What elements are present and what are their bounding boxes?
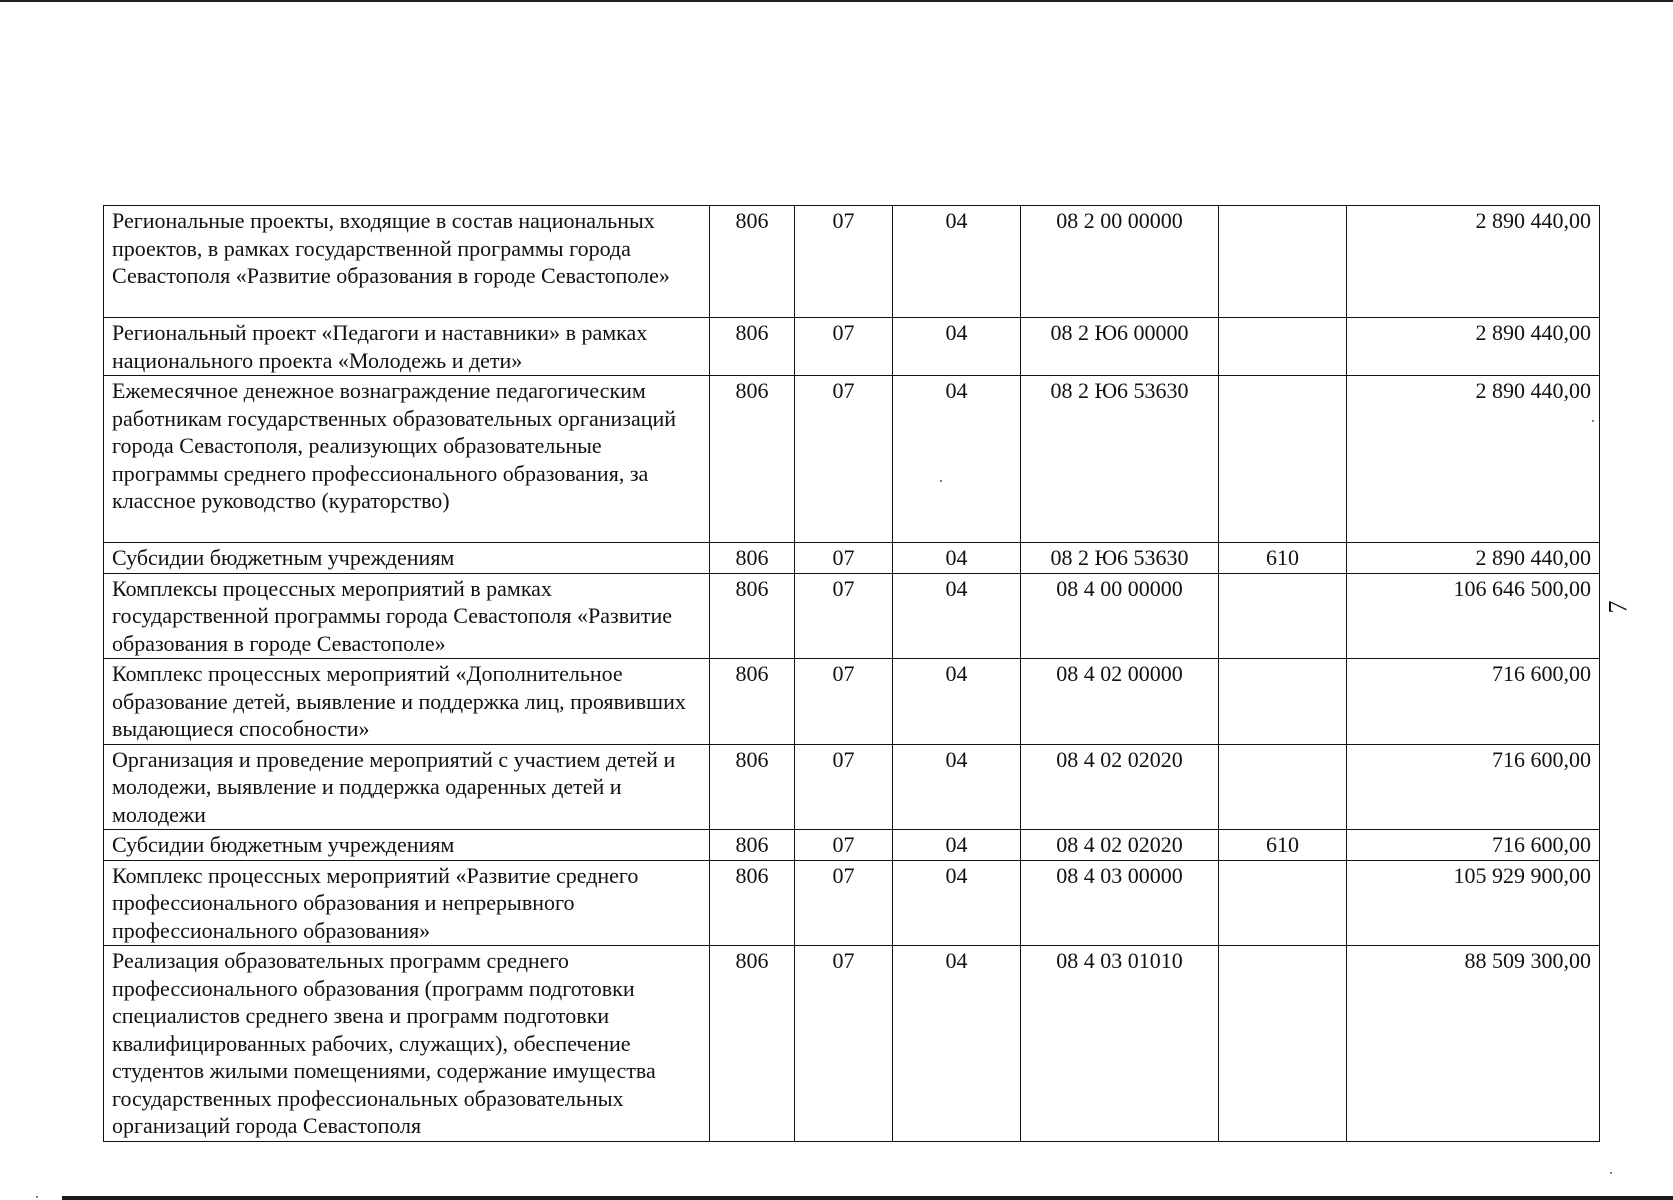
table-row (104, 318, 1600, 376)
section-code-cell: 07 (795, 543, 893, 574)
target-article-cell: 08 4 03 00000 (1021, 860, 1219, 946)
expense-type-cell (1219, 573, 1347, 659)
row-name-cell: Комплекс процессных мероприятий «Дополнительное образование детей, выявление и поддержка лиц, проявивших выдающиеся способности» (104, 659, 710, 745)
ved-code-cell: 806 (710, 744, 795, 830)
page-number: 7 (1603, 600, 1633, 614)
section-code-cell: 07 (795, 946, 893, 1142)
target-article-cell: 08 4 02 02020 (1021, 744, 1219, 830)
subsection-code-cell: 04 (893, 206, 1021, 318)
target-article-cell: 08 2 Ю6 53630 (1021, 376, 1219, 543)
subsection-code-cell: 04 (893, 318, 1021, 376)
section-code-cell: 07 (795, 744, 893, 830)
target-article-cell: 08 4 02 02020 (1021, 830, 1219, 861)
section-code-cell: 07 (795, 206, 893, 318)
amount-cell: 2 890 440,00 (1347, 206, 1600, 318)
amount-cell: 88 509 300,00 (1347, 946, 1600, 1142)
target-article-cell: 08 2 00 00000 (1021, 206, 1219, 318)
expense-type-cell (1219, 659, 1347, 745)
scan-speck (1610, 1172, 1612, 1174)
target-article-cell: 08 4 02 00000 (1021, 659, 1219, 745)
ved-code-cell: 806 (710, 830, 795, 861)
amount-cell: 2 890 440,00 (1347, 376, 1600, 543)
ved-code-cell: 806 (710, 946, 795, 1142)
row-name-cell: Комплексы процессных мероприятий в рамках государственной программы города Севастополя «Развитие образования в городе Севастополе» (104, 573, 710, 659)
section-code-cell: 07 (795, 573, 893, 659)
subsection-code-cell: 04 (893, 376, 1021, 543)
subsection-code-cell: 04 (893, 830, 1021, 861)
scan-speck (940, 480, 942, 482)
amount-cell: 2 890 440,00 (1347, 543, 1600, 574)
amount-cell: 106 646 500,00 (1347, 573, 1600, 659)
row-name-cell: Комплекс процессных мероприятий «Развитие среднего профессионального образования и непрерывного профессионального образования» (104, 860, 710, 946)
target-article-cell: 08 4 03 01010 (1021, 946, 1219, 1142)
row-name-cell: Организация и проведение мероприятий с участием детей и молодежи, выявление и поддержка одаренных детей и молодежи (104, 744, 710, 830)
table-row (104, 206, 1600, 318)
expense-type-cell (1219, 206, 1347, 318)
subsection-code-cell: 04 (893, 659, 1021, 745)
expense-type-cell (1219, 318, 1347, 376)
row-name-cell: Региональный проект «Педагоги и наставники» в рамках национального проекта «Молодежь и дети» (104, 318, 710, 376)
ved-code-cell: 806 (710, 573, 795, 659)
amount-cell: 716 600,00 (1347, 659, 1600, 745)
scan-speck (36, 1196, 38, 1198)
table-row (104, 543, 1600, 574)
section-code-cell: 07 (795, 860, 893, 946)
target-article-cell: 08 2 Ю6 53630 (1021, 543, 1219, 574)
row-name-cell: Субсидии бюджетным учреждениям (104, 830, 710, 861)
ved-code-cell: 806 (710, 318, 795, 376)
expense-type-cell (1219, 376, 1347, 543)
target-article-cell: 08 4 00 00000 (1021, 573, 1219, 659)
section-code-cell: 07 (795, 318, 893, 376)
subsection-code-cell: 04 (893, 744, 1021, 830)
section-code-cell: 07 (795, 659, 893, 745)
expense-type-cell: 610 (1219, 543, 1347, 574)
section-code-cell: 07 (795, 376, 893, 543)
ved-code-cell: 806 (710, 543, 795, 574)
scan-bottom-edge (62, 1196, 1673, 1200)
table-row (104, 830, 1600, 861)
ved-code-cell: 806 (710, 376, 795, 543)
expense-type-cell (1219, 860, 1347, 946)
ved-code-cell: 806 (710, 659, 795, 745)
expense-type-cell (1219, 744, 1347, 830)
amount-cell: 2 890 440,00 (1347, 318, 1600, 376)
table-row (104, 946, 1600, 1142)
ved-code-cell: 806 (710, 860, 795, 946)
table-row (104, 573, 1600, 659)
target-article-cell: 08 2 Ю6 00000 (1021, 318, 1219, 376)
row-name-cell: Ежемесячное денежное вознаграждение педагогическим работникам государственных образовательных организаций города Севастополя, реализующих образовательные программы среднего профессионального образования, за классное руководство (кураторство) (104, 376, 710, 543)
ved-code-cell: 806 (710, 206, 795, 318)
subsection-code-cell: 04 (893, 860, 1021, 946)
table-row (104, 659, 1600, 745)
expense-type-cell: 610 (1219, 830, 1347, 861)
table-row (104, 744, 1600, 830)
row-name-cell: Субсидии бюджетным учреждениям (104, 543, 710, 574)
budget-table (103, 205, 1600, 1142)
table-row (104, 376, 1600, 543)
expense-type-cell (1219, 946, 1347, 1142)
scan-speck (1592, 420, 1594, 422)
amount-cell: 105 929 900,00 (1347, 860, 1600, 946)
subsection-code-cell: 04 (893, 543, 1021, 574)
amount-cell: 716 600,00 (1347, 744, 1600, 830)
subsection-code-cell: 04 (893, 946, 1021, 1142)
table-row (104, 860, 1600, 946)
scan-top-edge (0, 0, 1673, 2)
row-name-cell: Реализация образовательных программ среднего профессионального образования (программ подготовки специалистов среднего звена и программ подготовки квалифицированных рабочих, служащих), обеспечение студентов жилыми помещениями, содержание имущества государственных профессиональных образовательных организаций города Севастополя (104, 946, 710, 1142)
amount-cell: 716 600,00 (1347, 830, 1600, 861)
row-name-cell: Региональные проекты, входящие в состав национальных проектов, в рамках государственной программы города Севастополя «Развитие образования в городе Севастополе» (104, 206, 710, 318)
section-code-cell: 07 (795, 830, 893, 861)
subsection-code-cell: 04 (893, 573, 1021, 659)
